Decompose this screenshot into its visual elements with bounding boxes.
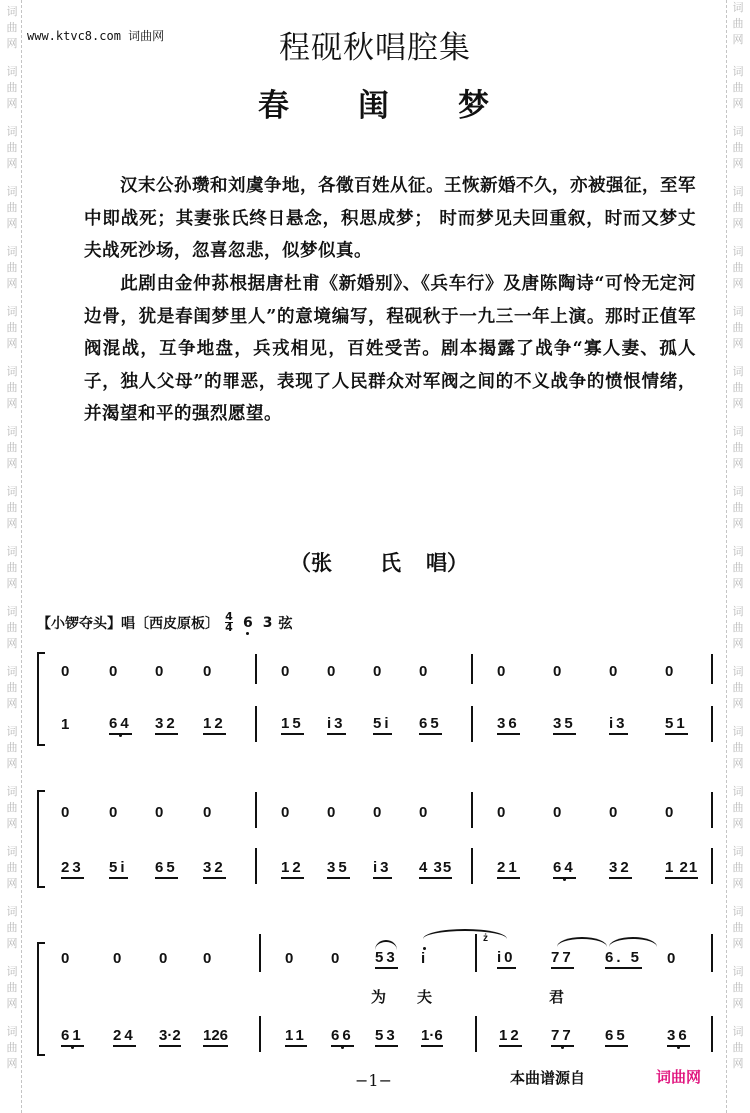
score-system-2 <box>37 790 727 886</box>
accomp-note: 35 <box>553 716 576 735</box>
barline <box>255 848 257 884</box>
accomp-note: 4 35 <box>419 860 452 879</box>
vocal-note: 0 <box>281 804 293 821</box>
singer-label-mid: 氏 <box>380 550 401 575</box>
vocal-note: i0 <box>497 950 516 969</box>
vocal-note: 0 <box>497 804 509 821</box>
system-brace <box>37 652 45 746</box>
accomp-note: 32 <box>203 860 226 879</box>
accomp-note: 65 <box>605 1028 628 1047</box>
key-note-low-6: 6 <box>243 614 253 631</box>
watermark-margin-left: 词 曲 网 词 曲 网 词 曲 网 词 曲 网 词 曲 网 词 曲 网 词 曲 网 词 曲 网 词 曲 网 词 曲 网 词 曲 网 词 曲 网 词 曲 网 词 曲 网 词 曲 网 词 曲 网 词 曲 网 词 曲 网 <box>6 5 18 1070</box>
play-title-char-2: 闺 <box>358 88 389 124</box>
barline <box>711 706 713 742</box>
accomp-note: 15 <box>281 716 304 735</box>
barline <box>259 1016 261 1052</box>
accomp-note: 32 <box>155 716 178 735</box>
vocal-note: 0 <box>327 804 339 821</box>
slur-mark <box>609 937 657 947</box>
accomp-note: 11 <box>285 1028 307 1047</box>
score-system-3 <box>37 933 727 1054</box>
vocal-note: 0 <box>419 804 431 821</box>
slur-mark <box>557 937 607 947</box>
key-suffix: 弦 <box>278 615 293 632</box>
accomp-note: 12 <box>203 716 226 735</box>
barline <box>471 706 473 742</box>
accomp-note: 66 <box>331 1028 354 1047</box>
watermark-margin-right: 词 曲 网 词 曲 网 词 曲 网 词 曲 网 词 曲 网 词 曲 网 词 曲 网 词 曲 网 词 曲 网 词 曲 网 词 曲 网 词 曲 网 词 曲 网 词 曲 网 词 曲 网 词 曲 网 词 曲 网 词 曲 网 <box>732 1 744 1070</box>
time-signature: $\frac{4}{4}$ <box>225 610 233 634</box>
vocal-note: 0 <box>61 663 73 680</box>
vocal-note: 0 <box>155 663 167 680</box>
vocal-note: 0 <box>553 663 565 680</box>
accomp-note: 65 <box>155 860 178 879</box>
vocal-note: 0 <box>373 804 385 821</box>
system-brace <box>37 790 45 888</box>
accomp-note: 32 <box>609 860 632 879</box>
accomp-note: 24 <box>113 1028 136 1047</box>
accomp-note: i3 <box>373 860 392 879</box>
synopsis-paragraph-1: 汉末公孙瓒和刘虞争地，各徵百姓从征。王恢新婚不久，亦被强征，至军中即战死；其妻张氏终日悬念，积思成梦； 时而梦见夫回重叙，时而又梦丈夫战死沙场，忽喜忽悲，似梦似真。 <box>84 176 696 261</box>
vocal-note: 0 <box>203 663 215 680</box>
vocal-note-high: i <box>421 950 429 967</box>
lyric-char: 夫 <box>417 988 433 1006</box>
barline <box>471 848 473 884</box>
accomp-note: 64 <box>109 716 132 735</box>
vocal-note: 53 <box>375 950 398 969</box>
vocal-note: 0 <box>61 804 73 821</box>
accomp-note: 3·2 <box>159 1028 181 1047</box>
lyric-char: 为 <box>371 988 387 1006</box>
synopsis-paragraph-2: 此剧由金仲荪根据唐杜甫《新婚别》、《兵车行》及唐陈陶诗“可怜无定河边骨，犹是春闺梦里人”的意境编写，程砚秋于一九三一年上演。那时正值军阀混战，互争地盘，兵戎相见，百姓受苦。剧本揭露了战争“寡人妻、孤人子，独人父母”的罪恶，表现了人民群众对军阀之间的不义战争的愤恨情绪，并渴望和平的强烈愿望。 <box>84 274 696 424</box>
tempo-cue: 【小锣夺头】唱〔西皮原板〕 <box>37 615 219 632</box>
accomp-note: 36 <box>667 1028 690 1047</box>
accomp-note: 53 <box>375 1028 398 1047</box>
site-url-watermark: www.ktvc8.com 词曲网 <box>27 29 165 43</box>
vocal-note: 0 <box>155 804 167 821</box>
accomp-note: 1 21 <box>665 860 698 879</box>
vocal-note: 0 <box>203 950 215 967</box>
margin-divider-left <box>21 0 22 1113</box>
accomp-note: 77 <box>551 1028 574 1047</box>
barline <box>255 654 257 684</box>
accomp-note: 23 <box>61 860 84 879</box>
barline <box>255 706 257 742</box>
barline <box>471 792 473 828</box>
vocal-note: 0 <box>667 950 679 967</box>
accomp-note: 5i <box>109 860 128 879</box>
accomp-note: 1·6 <box>421 1028 443 1047</box>
vocal-note: 0 <box>331 950 343 967</box>
score-system-1 <box>37 650 727 746</box>
vocal-note: 0 <box>109 663 121 680</box>
barline <box>711 1016 713 1052</box>
play-title-char-3: 梦 <box>458 88 489 124</box>
vocal-note: 0 <box>203 804 215 821</box>
accomp-note: 12 <box>281 860 304 879</box>
accomp-note: i3 <box>609 716 628 735</box>
vocal-note: 0 <box>497 663 509 680</box>
vocal-note: 0 <box>553 804 565 821</box>
barline <box>475 934 477 972</box>
accomp-note: 12 <box>499 1028 522 1047</box>
vocal-note: 0 <box>61 950 73 967</box>
accomp-note: 5i <box>373 716 392 735</box>
accomp-note: 21 <box>497 860 520 879</box>
barline <box>711 792 713 828</box>
grace-note: ż <box>483 933 488 944</box>
vocal-note: 0 <box>327 663 339 680</box>
barline <box>711 654 713 684</box>
collection-title: 程砚秋唱腔集 <box>279 30 471 66</box>
vocal-note: 0 <box>281 663 293 680</box>
singer-label-close: 唱） <box>426 550 468 575</box>
vocal-note: 0 <box>285 950 297 967</box>
accomp-note: 36 <box>497 716 520 735</box>
accomp-note: 1 <box>61 716 73 733</box>
vocal-note: 0 <box>419 663 431 680</box>
vocal-note: 0 <box>109 804 121 821</box>
accomp-note: 35 <box>327 860 350 879</box>
barline <box>255 792 257 828</box>
accomp-note: 65 <box>419 716 442 735</box>
accomp-note: 126 <box>203 1028 228 1047</box>
vocal-note: 0 <box>609 804 621 821</box>
vocal-note: 0 <box>609 663 621 680</box>
score-intro <box>37 612 293 633</box>
accomp-note: 61 <box>61 1028 84 1047</box>
system-brace <box>37 942 45 1056</box>
vocal-note: 0 <box>665 663 677 680</box>
vocal-note: 0 <box>373 663 385 680</box>
lyric-char: 君 <box>549 988 565 1006</box>
accomp-note: 51 <box>665 716 688 735</box>
singer-label-open: （张 <box>290 550 332 575</box>
accomp-note: i3 <box>327 716 346 735</box>
page-number: −1− <box>355 1071 392 1090</box>
vocal-note: 77 <box>551 950 574 969</box>
vocal-note: 0 <box>113 950 125 967</box>
vocal-note: 0 <box>665 804 677 821</box>
barline <box>711 934 713 972</box>
barline <box>711 848 713 884</box>
key-note-3: 3 <box>262 614 273 631</box>
tie-across-bar <box>423 929 507 939</box>
accomp-note: 64 <box>553 860 576 879</box>
source-brand-link[interactable]: 词曲网 <box>656 1068 702 1086</box>
barline <box>475 1016 477 1052</box>
barline <box>259 934 261 972</box>
source-label: 本曲谱源自 <box>510 1069 586 1087</box>
play-title-char-1: 春 <box>258 88 289 124</box>
vocal-note: 0 <box>159 950 171 967</box>
barline <box>471 654 473 684</box>
vocal-note: 6. 5 <box>605 950 642 969</box>
